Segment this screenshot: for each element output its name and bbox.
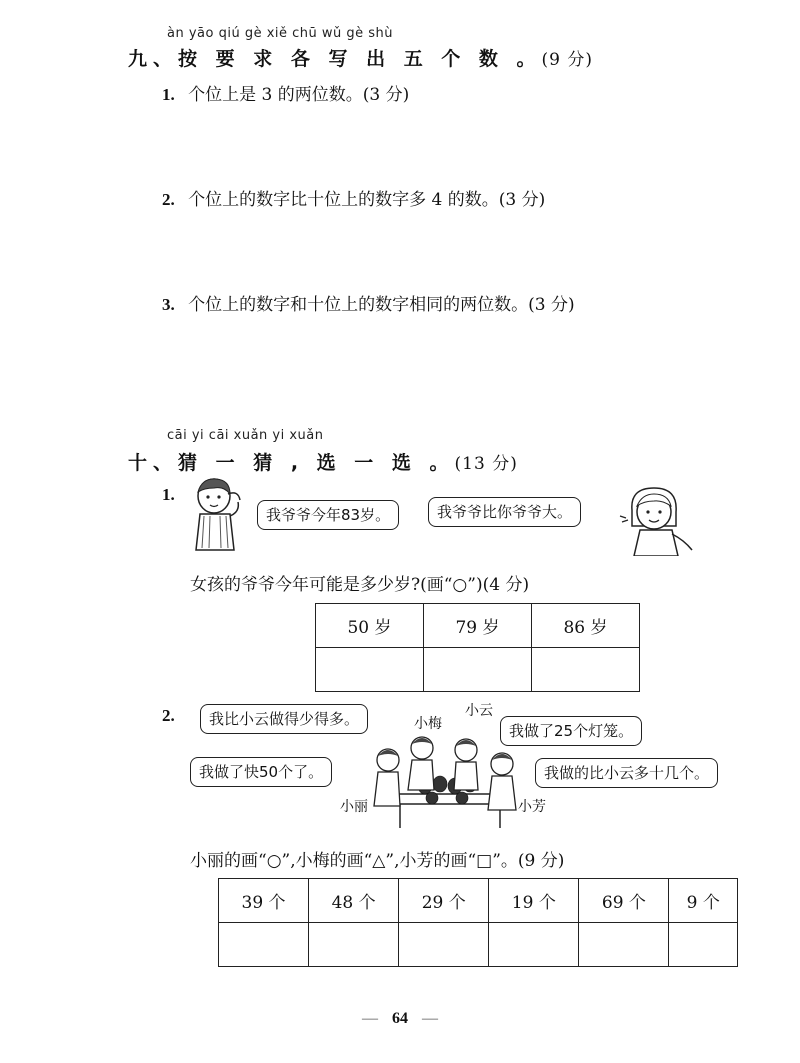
question-number: 1. <box>162 485 175 504</box>
section10-title: 十、猜 一 猜 , 选 一 选 。 <box>128 452 455 474</box>
name-xiaoyun: 小云 <box>465 703 493 719</box>
option-cell: 9 个 <box>669 879 738 923</box>
page-footer <box>362 1010 438 1028</box>
girl-illustration <box>618 484 694 556</box>
answer-cell[interactable] <box>579 923 669 967</box>
footer-dash-left: — <box>362 1010 378 1027</box>
question-number: 1. <box>162 85 175 104</box>
name-xiaofang: 小芳 <box>518 799 546 815</box>
speech-bubble-boy: 我爷爷今年83岁。 <box>257 500 399 530</box>
option-cell: 39 个 <box>219 879 309 923</box>
answer-cell[interactable] <box>316 648 424 692</box>
question-number: 2. <box>162 190 175 209</box>
name-xiaoli: 小丽 <box>340 799 368 815</box>
section10-pinyin: cāi yi cāi xuǎn yi xuǎn <box>167 428 324 443</box>
question-number: 2. <box>162 706 175 725</box>
answer-cell[interactable] <box>219 923 309 967</box>
answer-cell[interactable] <box>424 648 532 692</box>
option-cell: 50 岁 <box>316 604 424 648</box>
section9-score: (9 分) <box>541 50 594 70</box>
q1-answer-table <box>315 603 640 692</box>
section9-title: 九、按 要 求 各 写 出 五 个 数 。 <box>128 48 542 70</box>
question-text: 个位上的数字和十位上的数字相同的两位数。(3 分) <box>188 295 575 315</box>
question-9-1 <box>162 80 409 105</box>
option-cell: 48 个 <box>309 879 399 923</box>
question-9-2 <box>162 185 545 210</box>
question-9-3 <box>162 290 575 315</box>
q2-answer-table <box>218 878 738 967</box>
answer-cell[interactable] <box>489 923 579 967</box>
speech-bubble-xiaofang: 我做的比小云多十几个。 <box>535 758 718 788</box>
name-xiaomei: 小梅 <box>414 716 442 732</box>
footer-dash-right: — <box>422 1010 438 1027</box>
page-number: 64 <box>392 1010 408 1027</box>
question-number: 3. <box>162 295 175 314</box>
option-cell: 29 个 <box>399 879 489 923</box>
section9-pinyin: àn yāo qiú gè xiě chū wǔ gè shù <box>167 26 394 41</box>
q1-prompt: 女孩的爷爷今年可能是多少岁?(画“○”)(4 分) <box>190 575 530 595</box>
q2-prompt: 小丽的画“○”,小梅的画“△”,小芳的画“□”。(9 分) <box>190 851 565 871</box>
section10-heading <box>128 448 518 475</box>
answer-cell[interactable] <box>669 923 738 967</box>
question-text: 个位上是 3 的两位数。(3 分) <box>188 85 410 105</box>
section9-heading <box>128 44 593 71</box>
speech-bubble-girl: 我爷爷比你爷爷大。 <box>428 497 581 527</box>
speech-bubble-xiaoyun: 我做了25个灯笼。 <box>500 716 642 746</box>
speech-bubble-xiaomei: 我比小云做得少得多。 <box>200 704 368 734</box>
section10-score: (13 分) <box>454 454 518 474</box>
option-cell: 79 岁 <box>424 604 532 648</box>
question-text: 个位上的数字比十位上的数字多 4 的数。(3 分) <box>188 190 546 210</box>
answer-cell[interactable] <box>532 648 640 692</box>
answer-cell[interactable] <box>309 923 399 967</box>
option-cell: 19 个 <box>489 879 579 923</box>
speech-bubble-xiaoli: 我做了快50个了。 <box>190 757 332 787</box>
boy-illustration <box>188 476 248 552</box>
children-making-lanterns-illustration <box>370 730 520 830</box>
answer-cell[interactable] <box>399 923 489 967</box>
option-cell: 69 个 <box>579 879 669 923</box>
option-cell: 86 岁 <box>532 604 640 648</box>
